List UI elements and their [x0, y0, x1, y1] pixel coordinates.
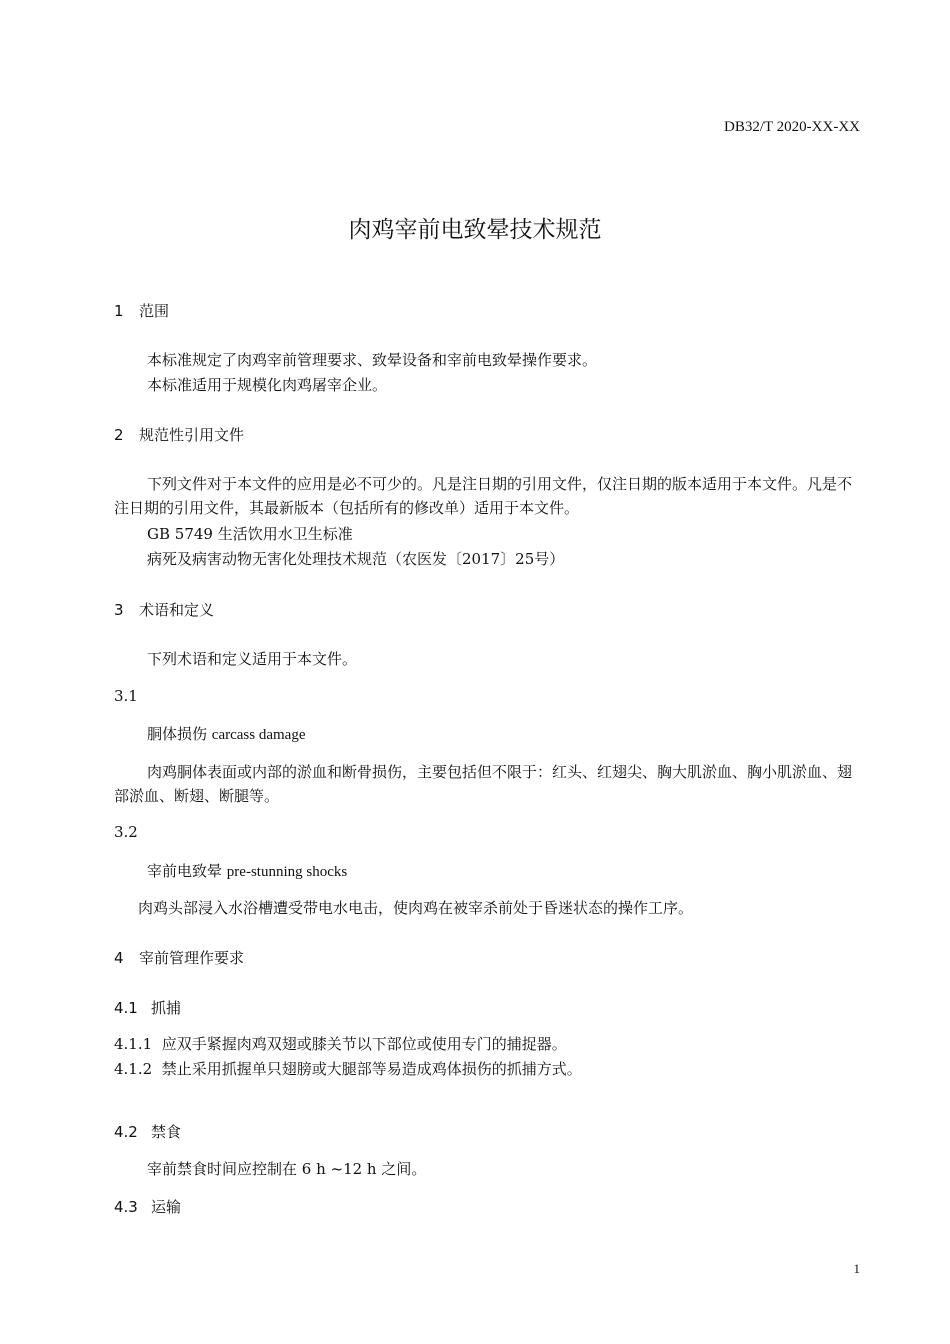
section-number: 2 — [114, 426, 124, 444]
section-number: 1 — [114, 302, 124, 320]
subsection-title: 禁食 — [151, 1123, 182, 1141]
term-3-1-definition: 肉鸡胴体表面或内部的淤血和断骨损伤，主要包括但不限于：红头、红翅尖、胸大肌淤血、胸小肌淤血、翅部淤血、断翅、断腿等。 — [114, 763, 853, 805]
section-title: 宰前管理作要求 — [139, 949, 245, 967]
section-1-heading — [114, 300, 169, 321]
term-english: pre-stunning shocks — [226, 864, 348, 880]
section-number: 4 — [114, 949, 124, 967]
section-3-intro: 下列术语和定义适用于本文件。 — [147, 650, 358, 668]
reference-gb5749: GB 5749 生活饮用水卫生标准 — [147, 525, 353, 543]
section-1-paragraph-1: 本标准规定了肉鸡宰前管理要求、致晕设备和宰前电致晕操作要求。 — [147, 351, 598, 369]
section-1-paragraph-2: 本标准适用于规模化肉鸡屠宰企业。 — [147, 376, 388, 394]
section-2-heading — [114, 424, 244, 445]
term-3-2-definition: 肉鸡头部浸入水浴槽遭受带电水电击，使肉鸡在被宰杀前处于昏迷状态的操作工序。 — [138, 899, 694, 917]
term-3-1-title — [147, 723, 306, 744]
term-chinese: 宰前电致晕 — [147, 862, 223, 880]
subsection-4-1-heading — [114, 997, 181, 1018]
clause-text: 应双手紧握肉鸡双翅或膝关节以下部位或使用专门的捕捉器。 — [161, 1035, 567, 1053]
subsection-title: 运输 — [151, 1198, 182, 1216]
subsection-4-2-heading — [114, 1121, 181, 1142]
term-3-1-number: 3.1 — [114, 687, 138, 705]
subsection-4-2-paragraph: 宰前禁食时间应控制在 6 h ~12 h 之间。 — [147, 1160, 427, 1178]
subsection-number: 4.3 — [114, 1198, 138, 1216]
term-3-2-title — [147, 860, 347, 881]
clause-4-1-1 — [114, 1033, 567, 1054]
document-number: DB32/T 2020-XX-XX — [724, 119, 860, 135]
clause-text: 禁止采用抓握单只翅膀或大腿部等易造成鸡体损伤的抓捕方式。 — [161, 1060, 582, 1078]
section-3-heading — [114, 599, 214, 620]
section-title: 术语和定义 — [139, 601, 215, 619]
term-chinese: 胴体损伤 — [147, 725, 208, 743]
section-number: 3 — [114, 601, 124, 619]
term-english: carcass damage — [211, 727, 306, 743]
subsection-number: 4.1 — [114, 999, 138, 1017]
section-2-paragraph: 下列文件对于本文件的应用是必不可少的。凡是注日期的引用文件，仅注日期的版本适用于本文件。凡是不注日期的引用文件，其最新版本（包括所有的修改单）适用于本文件。 — [114, 475, 853, 517]
clause-number: 4.1.1 — [114, 1035, 153, 1053]
clause-4-1-2 — [114, 1058, 582, 1079]
reference-regulation: 病死及病害动物无害化处理技术规范（农医发〔2017〕25号） — [147, 550, 565, 568]
section-title: 规范性引用文件 — [139, 426, 245, 444]
page-number: 1 — [853, 1261, 860, 1276]
subsection-number: 4.2 — [114, 1123, 138, 1141]
subsection-4-3-heading — [114, 1196, 181, 1217]
section-4-heading — [114, 947, 244, 968]
subsection-title: 抓捕 — [151, 999, 182, 1017]
clause-number: 4.1.2 — [114, 1060, 153, 1078]
section-title: 范围 — [139, 302, 170, 320]
document-title: 肉鸡宰前电致晕技术规范 — [348, 217, 602, 243]
term-3-2-number: 3.2 — [114, 823, 138, 841]
